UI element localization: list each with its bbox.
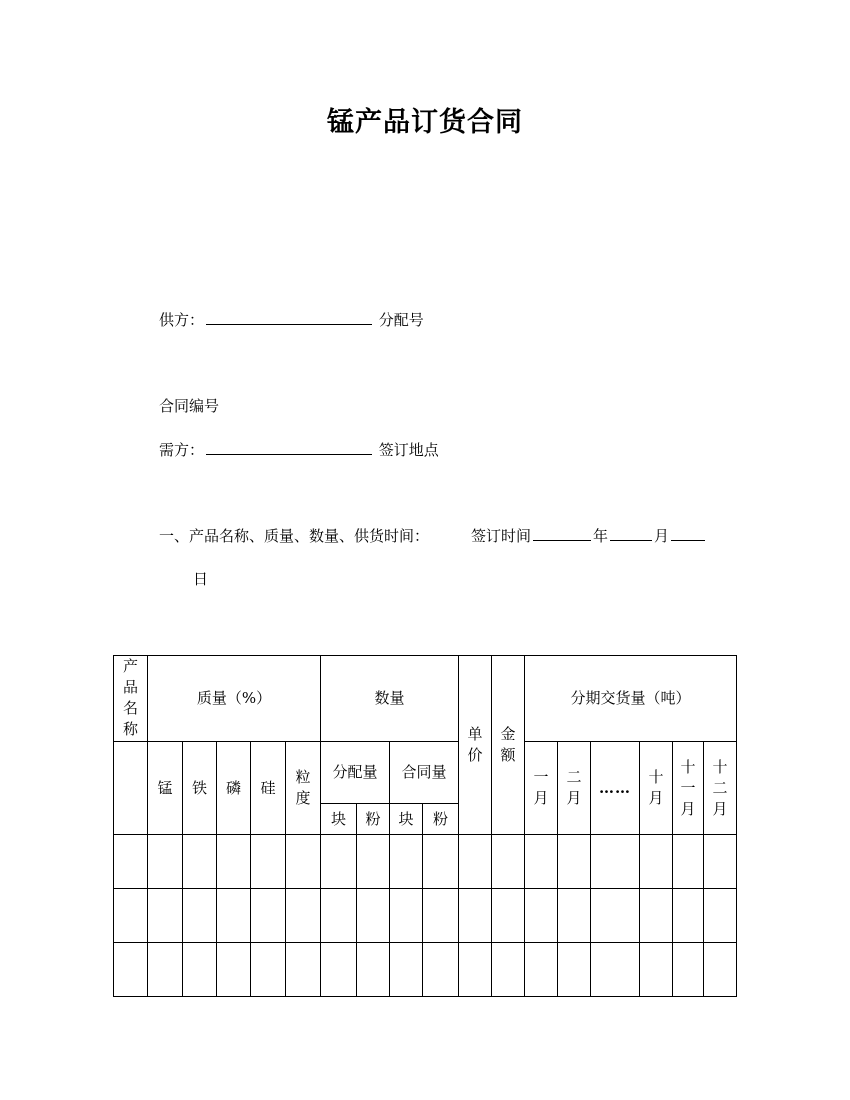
allocation-qty-header: 分配量 [321,742,390,804]
allocation-lump-header: 块 [321,804,357,835]
year-blank[interactable] [533,526,591,541]
quality-col-p: 磷 [217,742,251,835]
allocation-powder-header: 粉 [357,804,390,835]
supplier-blank[interactable] [206,310,372,325]
product-name-header: 产品名称 [114,656,148,742]
day-label: 日 [193,570,209,588]
product-name-blank [114,742,148,835]
year-label: 年 [593,527,609,545]
month-ellipsis: …… [591,742,640,835]
table-row [114,889,737,943]
day-blank[interactable] [671,526,705,541]
allocation-number-label: 分配号 [378,311,424,329]
table-row [114,835,737,889]
section1-line [159,526,707,546]
quantity-header: 数量 [321,656,459,742]
quality-col-si: 硅 [251,742,286,835]
table-row [114,943,737,997]
quality-col-size: 粒度 [286,742,321,835]
month-label: 月 [654,527,670,545]
contract-lump-header: 块 [390,804,423,835]
month-10-header: 十月 [640,742,673,835]
month-11-header: 十一月 [673,742,704,835]
unit-price-header: 单价 [459,656,492,835]
contract-qty-header: 合同量 [390,742,459,804]
quality-col-mn: 锰 [148,742,183,835]
signing-place-label: 签订地点 [378,441,439,459]
month-12-header: 十二月 [704,742,737,835]
signing-time-label: 签订时间 [471,527,532,545]
section1-heading: 一、产品名称、质量、数量、供货时间： [159,527,430,545]
buyer-label: 需方： [159,441,205,459]
amount-header: 金额 [492,656,525,835]
quality-header: 质量（%） [148,656,321,742]
buyer-line [159,440,439,460]
month-blank[interactable] [610,526,652,541]
contract-powder-header: 粉 [423,804,459,835]
supplier-label: 供方： [159,311,205,329]
month-2-header: 二月 [558,742,591,835]
document-title: 锰产品订货合同 [327,107,523,138]
supplier-line [159,310,424,330]
quality-col-fe: 铁 [183,742,217,835]
contract-number-label: 合同编号 [159,397,220,415]
buyer-blank[interactable] [206,440,372,455]
month-1-header: 一月 [525,742,558,835]
delivery-header: 分期交货量（吨） [525,656,737,742]
order-table [113,655,737,997]
